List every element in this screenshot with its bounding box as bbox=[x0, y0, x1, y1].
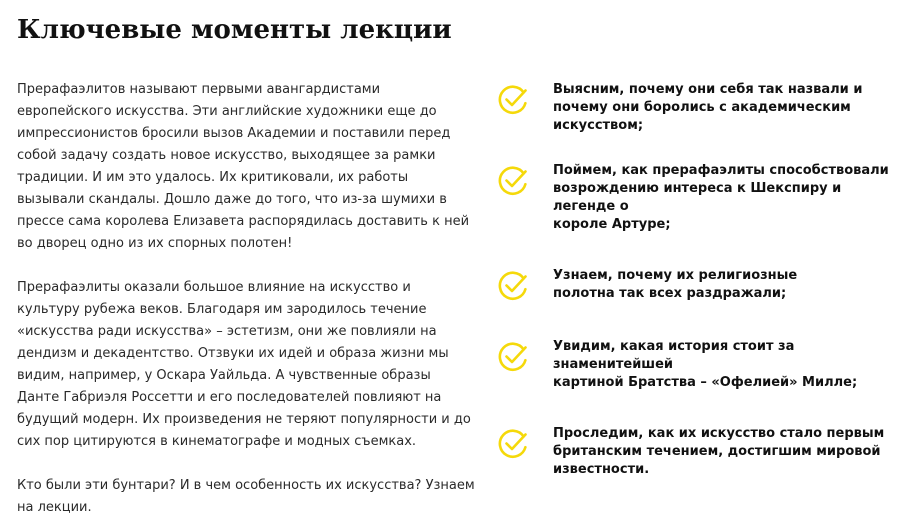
key-point bbox=[494, 267, 904, 303]
key-point bbox=[494, 81, 904, 135]
check-circle-icon bbox=[497, 84, 529, 116]
key-point-text: Поймем, как прерафаэлиты способствовали возрождению интереса к Шекспиру и легенде о короле Артуре; bbox=[553, 163, 889, 232]
intro-text bbox=[17, 79, 477, 519]
check-circle-icon bbox=[497, 428, 529, 460]
key-point bbox=[494, 425, 904, 479]
page-title: Ключевые моменты лекции bbox=[17, 15, 452, 45]
intro-paragraph-1: Прерафаэлитов называют первыми авангардистами европейского искусства. Эти английские художники еще до импрессионистов бросили вызов Академии и поставили перед собой задачу создать новое искусство, выходящее за рамки традиции. И им это удалось. Их критиковали, их работы вызывали скандалы. Дошло даже до того, что из-за шумихи в прессе сама королева Елизавета распорядилась доставить к ней во дворец одно из их спорных полотен! bbox=[17, 82, 470, 251]
key-points-list bbox=[494, 79, 904, 479]
key-point bbox=[494, 338, 904, 392]
key-point-text: Узнаем, почему их религиозные полотна так всех раздражали; bbox=[553, 268, 798, 301]
key-point-text: Выясним, почему они себя так назвали и почему они боролись с академическим искусством; bbox=[553, 82, 863, 133]
check-circle-icon bbox=[497, 270, 529, 302]
intro-paragraph-3: Кто были эти бунтари? И в чем особенность их искусства? Узнаем на лекции. bbox=[17, 478, 475, 515]
key-point-text: Проследим, как их искусство стало первым британским течением, достигшим мировой известности. bbox=[553, 426, 885, 477]
key-point bbox=[494, 162, 904, 234]
check-circle-icon bbox=[497, 341, 529, 373]
intro-paragraph-2: Прерафаэлиты оказали большое влияние на искусство и культуру рубежа веков. Благодаря им зародилось течение «искусства ради искусства» – эстетизм, они же повлияли на дендизм и декадентство. Отзвуки их идей и образа жизни мы видим, например, у Оскара Уайльда. А чувственные образы Данте Габриэля Россетти и его последователей повлияют на будущий модерн. Их произведения не теряют популярности и до сих пор цитируются в кинематографе и модных съемках. bbox=[17, 280, 471, 449]
check-circle-icon bbox=[497, 165, 529, 197]
key-point-text: Увидим, какая история стоит за знаменитейшей картиной Братства – «Офелией» Милле; bbox=[553, 339, 858, 390]
